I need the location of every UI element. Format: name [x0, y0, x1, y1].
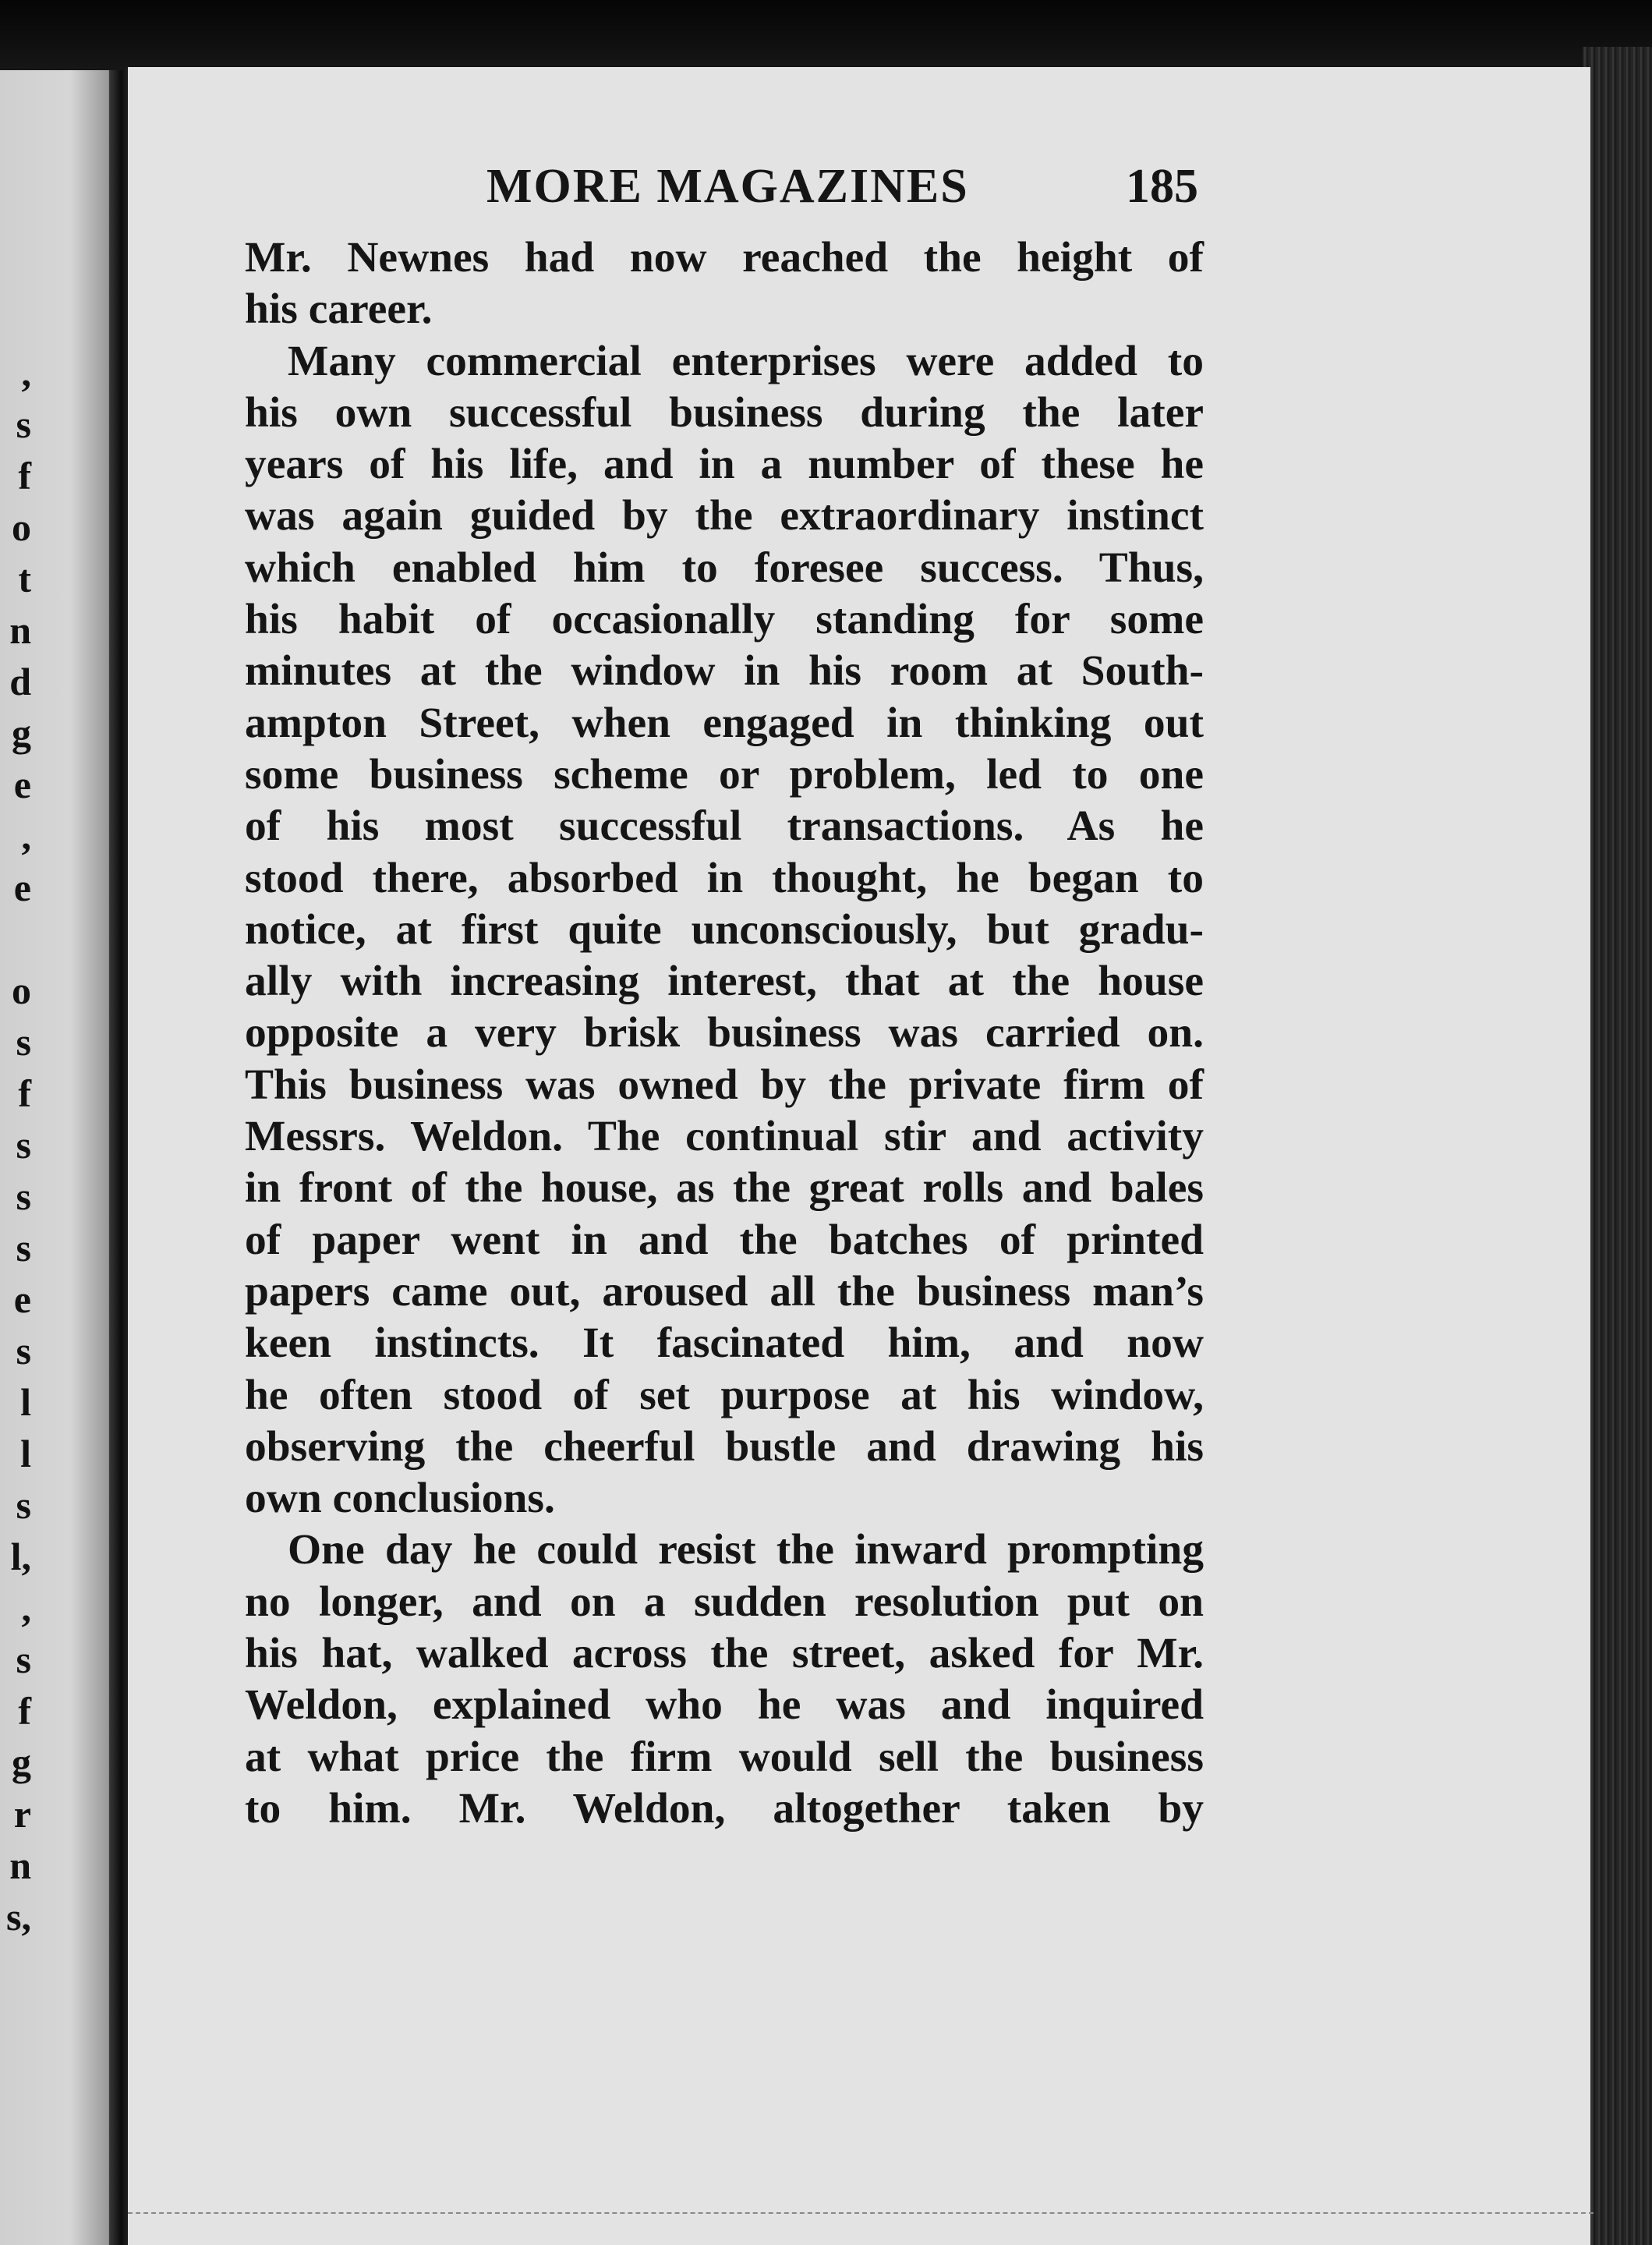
left-page-fragment: d	[9, 660, 31, 703]
left-page-fragment: l,	[10, 1535, 31, 1578]
text-line: he often stood of set purpose at his window,	[245, 1371, 1204, 1419]
left-page-fragment: l	[20, 1380, 31, 1424]
text-line: observing the cheerful bustle and drawing his	[245, 1422, 1204, 1471]
text-line: One day he could resist the inward prompting	[288, 1526, 1204, 1574]
text-line: Messrs. Weldon. The continual stir and activity	[245, 1113, 1204, 1161]
text-line: Many commercial enterprises were added to	[288, 337, 1204, 385]
text-line: which enabled him to foresee success. Thus,	[245, 544, 1204, 592]
text-line: at what price the firm would sell the business	[245, 1733, 1204, 1781]
left-page-fragment: s	[16, 1123, 31, 1167]
text-line: This business was owned by the private firm of	[245, 1061, 1204, 1109]
page-number: 185	[1126, 160, 1198, 213]
left-page-fragment: ,	[21, 351, 31, 395]
text-line: ampton Street, when engaged in thinking out	[245, 699, 1204, 747]
text-line: keen instincts. It fascinated him, and now	[245, 1319, 1204, 1368]
text-line: ally with increasing interest, that at the house	[245, 958, 1204, 1006]
text-line: stood there, absorbed in thought, he began to	[245, 854, 1204, 902]
text-line: was again guided by the extraordinary instinct	[245, 492, 1204, 540]
left-page-fragment: e	[13, 866, 31, 909]
left-page-fragment: s	[16, 1483, 31, 1527]
left-page-fragment: o	[12, 968, 31, 1012]
book-page	[125, 67, 1590, 2245]
page-bottom-edge	[128, 2212, 1594, 2245]
left-page-fragment: n	[9, 608, 31, 652]
left-page-fragment: s	[16, 1020, 31, 1064]
body-text	[245, 232, 1204, 1835]
text-line: years of his life, and in a number of these he	[245, 441, 1204, 489]
left-page-fragment: s	[16, 1174, 31, 1218]
text-line: Weldon, explained who he was and inquired	[245, 1681, 1204, 1730]
text-line: some business scheme or problem, led to one	[245, 750, 1204, 798]
text-line: Mr. Newnes had now reached the height of	[245, 234, 1204, 282]
left-page-fragment: s,	[6, 1895, 31, 1939]
text-line: to him. Mr. Weldon, altogether taken by	[245, 1784, 1204, 1832]
left-page-fragment: e	[13, 1277, 31, 1321]
text-line: minutes at the window in his room at South-	[245, 647, 1204, 696]
left-page-fragment: g	[12, 1740, 31, 1784]
text-line: his own successful business during the later	[245, 388, 1204, 437]
text-line: his habit of occasionally standing for some	[245, 596, 1204, 644]
text-line: papers came out, aroused all the business man’s	[245, 1267, 1204, 1315]
running-head: MORE MAGAZINES	[486, 160, 969, 213]
left-page-fragment	[0, 913, 31, 965]
left-page-fragment: s	[16, 402, 31, 446]
left-page-fragment: g	[12, 711, 31, 755]
text-line: no longer, and on a sudden resolution put on	[245, 1578, 1204, 1626]
left-page-fragment: n	[9, 1843, 31, 1887]
text-line: opposite a very brisk business was carried on.	[245, 1009, 1204, 1057]
left-page-fragment: r	[13, 1792, 31, 1836]
left-page-fragment: ,	[21, 1586, 31, 1630]
page-header	[128, 159, 1594, 221]
text-line: notice, at first quite unconsciously, but gradu-	[245, 905, 1204, 954]
text-line: his hat, walked across the street, asked for Mr.	[245, 1630, 1204, 1678]
left-page-fragment: f	[18, 454, 31, 498]
book-fore-edge	[1583, 47, 1652, 2245]
left-page-edge	[0, 70, 117, 2245]
left-page-fragment: e	[13, 763, 31, 806]
left-page-fragment: ,	[21, 814, 31, 858]
left-page-fragment: s	[16, 1638, 31, 1681]
left-page-fragments	[0, 347, 31, 1942]
left-page-fragment: s	[16, 1329, 31, 1372]
text-line: in front of the house, as the great rolls and bales	[245, 1164, 1204, 1213]
left-page-fragment: o	[12, 505, 31, 549]
left-page-fragment: s	[16, 1226, 31, 1269]
text-line: own conclusions.	[245, 1475, 555, 1523]
left-page-fragment: f	[18, 1071, 31, 1115]
text-line: of paper went in and the batches of printed	[245, 1216, 1204, 1264]
text-line: of his most successful transactions. As he	[245, 802, 1204, 851]
left-page-fragment: l	[20, 1432, 31, 1475]
text-line: his career.	[245, 285, 433, 334]
left-page-fragment: f	[18, 1689, 31, 1733]
left-page-fragment: t	[18, 557, 31, 600]
